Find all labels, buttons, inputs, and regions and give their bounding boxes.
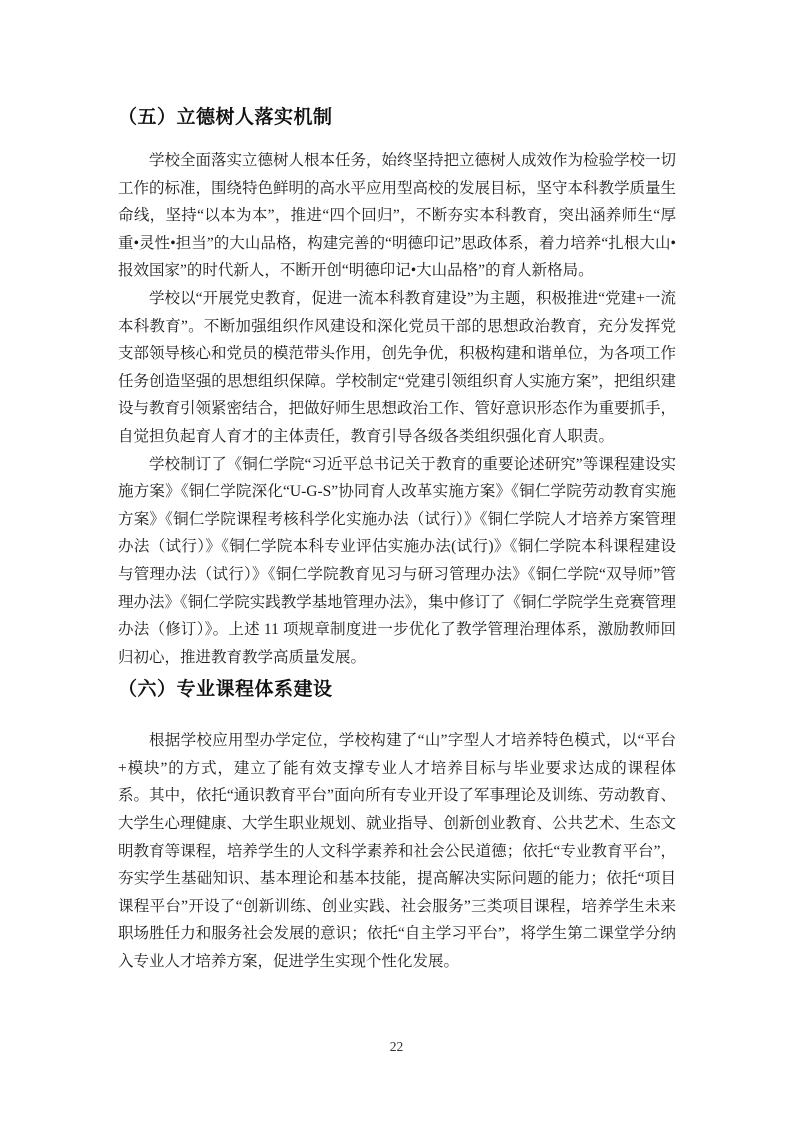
page-content <box>118 0 676 976</box>
page-number: 22 <box>389 1039 404 1054</box>
paragraph-ldsr-1: 学校全面落实立德树人根本任务，始终坚持把立德树人成效作为检验学校一切工作的标准，围绕特色鲜明的高水平应用型高校的发展目标，坚守本科教学质量生命线，坚持“以本为本”，推进“四个回归”，不断夯实本科教育，突出涵养师生“厚重•灵性•担当”的大山品格，构建完善的“明德印记”思政体系，着力培养“扎根大山•报效国家”的时代新人，不断开创“明德印记•大山品格”的育人新格局。 <box>118 152 677 280</box>
paragraph-ldsr-2: 学校以“开展党史教育，促进一流本科教育建设”为主题，积极推进“党建+一流本科教育”。不断加强组织作风建设和深化党员干部的思想政治教育，充分发挥党支部领导核心和党员的模范带头作用，创先争优，积极构建和谐单位，为各项工作任务创造坚强的思想组织保障。学校制定“党建引领组织育人实施方案”，把组织建设与教育引领紧密结合，把做好师生思想政治工作、管好意识形态作为重要抓手，自觉担负起育人育才的主体责任，教育引导各级各类组织强化育人职责。 <box>118 289 677 445</box>
section-heading-6: （六）专业课程体系建设 <box>118 679 333 701</box>
paragraph-course-system: 根据学校应用型办学定位，学校构建了“山”字型人才培养特色模式，以“平台+模块”的方式，建立了能有效支撑专业人才培养目标与毕业要求达成的课程体系。其中，依托“通识教育平台”面向所有专业开设了军事理论及训练、劳动教育、大学生心理健康、大学生职业规划、就业指导、创新创业教育、公共艺术、生态文明教育等课程，培养学生的人文科学素养和社会公民道德；依托“专业教育平台”，夯实学生基础知识、基本理论和基本技能，提高解决实际问题的能力；依托“项目课程平台”开设了“创新训练、创业实践、社会服务”三类项目课程，培养学生未来职场胜任力和服务社会发展的意识；依托“自主学习平台”，将学生第二课堂学分纳入专业人才培养方案，促进学生实现个性化发展。 <box>118 732 677 971</box>
paragraph-ldsr-3: 学校制订了《铜仁学院“习近平总书记关于教育的重要论述研究”等课程建设实施方案》《铜仁学院深化“U-G-S”协同育人改革实施方案》《铜仁学院劳动教育实施方案》《铜仁学院课程考核科学化实施办法（试行）》《铜仁学院人才培养方案管理办法（试行）》《铜仁学院本科专业评估实施办法(试行)》《铜仁学院本科课程建设与管理办法（试行）》《铜仁学院教育见习与研习管理办法》《铜仁学院“双导师”管理办法》《铜仁学院实践教学基地管理办法》，集中修订了《铜仁学院学生竞赛管理办法（修订）》。上述 11 项规章制度进一步优化了教学管理治理体系，激励教师回归初心，推进教育教学高质量发展。 <box>118 455 677 666</box>
section-heading-5: （五）立德树人落实机制 <box>118 107 333 128</box>
